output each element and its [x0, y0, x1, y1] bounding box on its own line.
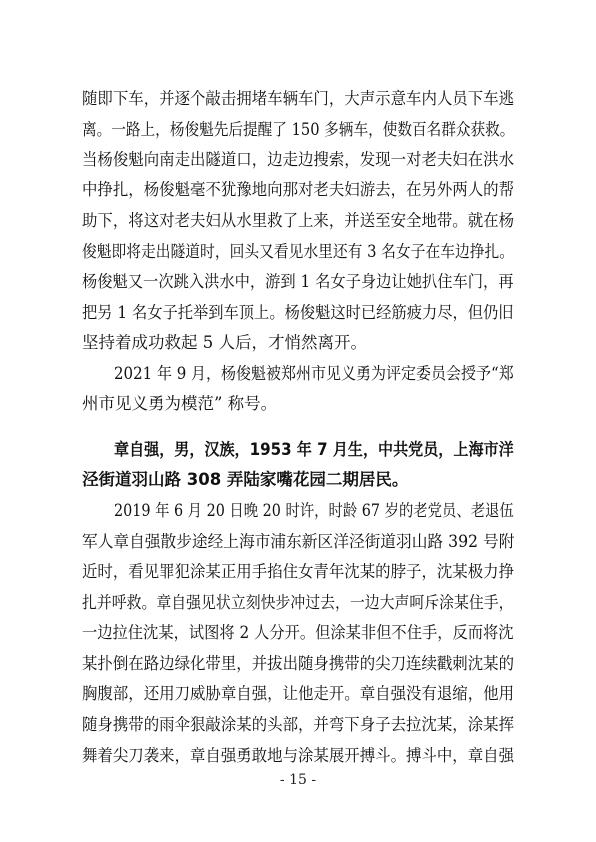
text-line: 州市见义勇为模范” 称号。 — [82, 394, 278, 413]
text-line: 2021 年 9 月，杨俊魁被郑州市见义勇为评定委员会授予“郑 — [114, 364, 514, 383]
text-line: 中挣扎，杨俊魁毫不犹豫地向那对老夫妇游去，在另外两人的帮 — [82, 180, 515, 199]
text-line: 舞着尖刀袭来，章自强勇敢地与涂某展开搏斗。搏斗中，章自强 — [82, 746, 515, 765]
page-number: - 15 - — [279, 772, 317, 788]
text-line: 俊魁即将走出隧道时，回头又看见水里还有 3 名女子在车边挣扎。 — [82, 242, 514, 261]
text-line: 军人章自强散步途经上海市浦东新区洋泾街道羽山路 392 号附 — [82, 532, 515, 551]
text-line: 助下，将这对老夫妇从水里救了上来，并送至安全地带。就在杨 — [82, 211, 515, 230]
text-line: 近时，看见罪犯涂某正用手掐住女青年沈某的脖子，沈某极力挣 — [82, 562, 515, 581]
text-line: 杨俊魁又一次跳入洪水中，游到 1 名女子身边让她扒住车门，再 — [82, 272, 514, 291]
text-line: 胸腹部，还用刀威胁章自强，让他走开。章自强没有退缩，他用 — [82, 684, 515, 703]
heading-line: 泾街道羽山路 308 弄陆家嘴花园二期居民。 — [82, 470, 409, 489]
text-line: 离。一路上，杨俊魁先后提醒了 150 多辆车，使数百名群众获救。 — [82, 120, 515, 139]
text-line: 随即下车，并逐个敲击拥堵车辆车门，大声示意车内人员下车逃 — [82, 89, 515, 108]
text-line: 把另 1 名女子托举到车顶上。杨俊魁这时已经筋疲力尽，但仍旧 — [82, 303, 514, 322]
heading-line: 章自强，男，汉族，1953 年 7 月生，中共党员，上海市洋 — [114, 440, 514, 459]
text-line: 随身携带的雨伞狠敲涂某的头部，并弯下身子去拉沈某，涂某挥 — [82, 715, 515, 734]
text-line: 2019 年 6 月 20 日晚 20 时许，时龄 67 岁的老党员、老退伍 — [114, 501, 514, 520]
text-line: 当杨俊魁向南走出隧道口，边走边搜索，发现一对老夫妇在洪水 — [82, 150, 515, 169]
text-line: 一边拉住沈某，试图将 2 人分开。但涂某非但不住手，反而将沈 — [82, 623, 514, 642]
text-line: 扎并呼救。章自强见状立刻快步冲过去，一边大声呵斥涂某住手， — [82, 593, 514, 612]
text-line: 某扑倒在路边绿化带里，并拔出随身携带的尖刀连续戳刺沈某的 — [82, 654, 515, 673]
text-line: 坚持着成功救起 5 人后，才悄然离开。 — [82, 333, 367, 352]
